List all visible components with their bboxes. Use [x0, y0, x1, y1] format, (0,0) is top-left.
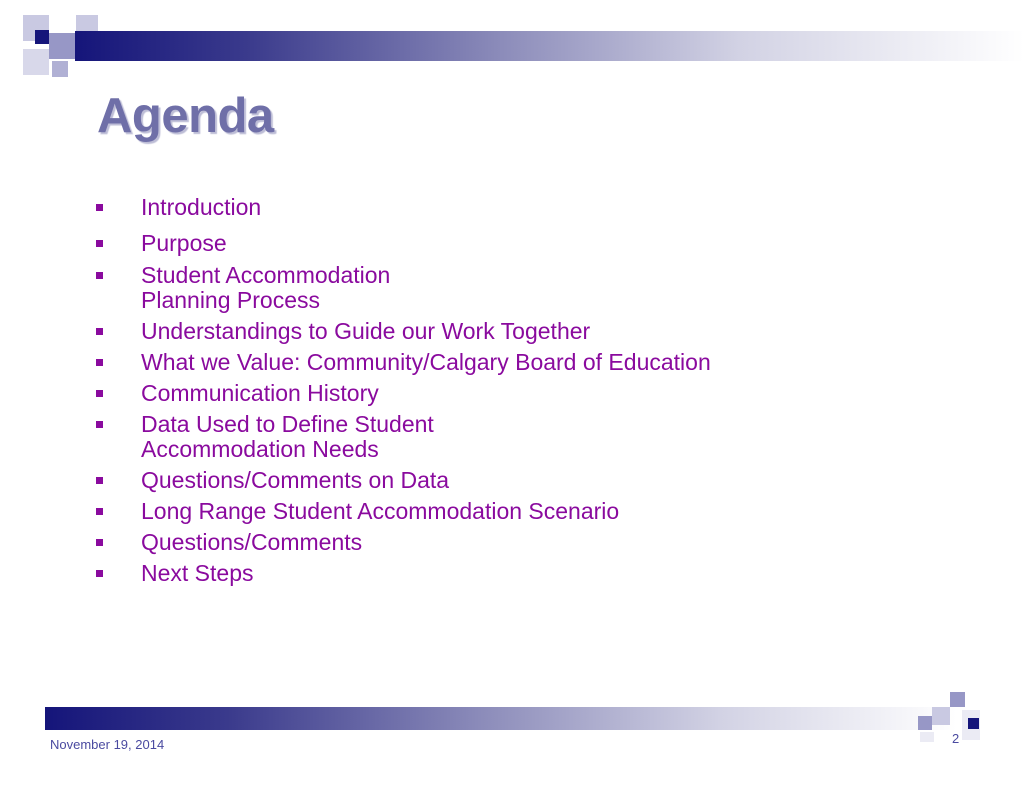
bullet-square-icon	[96, 359, 103, 366]
bullet-square-icon	[96, 272, 103, 279]
agenda-item-text: Communication History	[141, 380, 379, 406]
page-number: 2	[952, 731, 960, 746]
bullet-square-icon	[96, 204, 103, 211]
decor-square	[968, 718, 979, 729]
decor-square	[918, 716, 932, 730]
bullet-square-icon	[96, 240, 103, 247]
decor-square	[49, 33, 75, 59]
bullet-square-icon	[96, 570, 103, 577]
bullet-square-icon	[96, 508, 103, 515]
agenda-item-text: Questions/Comments on Data	[141, 467, 450, 493]
decor-square	[23, 49, 49, 75]
footer-date: November 19, 2014	[50, 737, 165, 752]
bullet-square-icon	[96, 390, 103, 397]
agenda-item-text: Next Steps	[141, 560, 254, 586]
agenda-item-text: What we Value: Community/Calgary Board of Education	[141, 349, 711, 375]
agenda-item-text: Data Used to Define Student Accommodation Needs	[141, 411, 434, 462]
agenda-item-text: Questions/Comments	[141, 529, 363, 555]
agenda-item-text: Student Accommodation Planning Process	[141, 262, 391, 313]
agenda-item-text: Understandings to Guide our Work Together	[141, 318, 591, 344]
agenda-item-text: Introduction	[141, 194, 262, 220]
decor-square	[52, 61, 68, 77]
decor-square	[950, 692, 965, 707]
bullet-square-icon	[96, 477, 103, 484]
agenda-item-text: Purpose	[141, 230, 227, 256]
decor-square	[932, 707, 950, 725]
decor-square	[920, 732, 934, 742]
slide-title: Agenda	[97, 89, 274, 143]
bullet-square-icon	[96, 421, 103, 428]
bullet-square-icon	[96, 539, 103, 546]
header-gradient-bar	[75, 31, 1024, 61]
agenda-item-text: Long Range Student Accommodation Scenario	[141, 498, 620, 524]
decor-square	[35, 30, 49, 44]
footer-gradient-bar	[45, 707, 957, 730]
bullet-square-icon	[96, 328, 103, 335]
